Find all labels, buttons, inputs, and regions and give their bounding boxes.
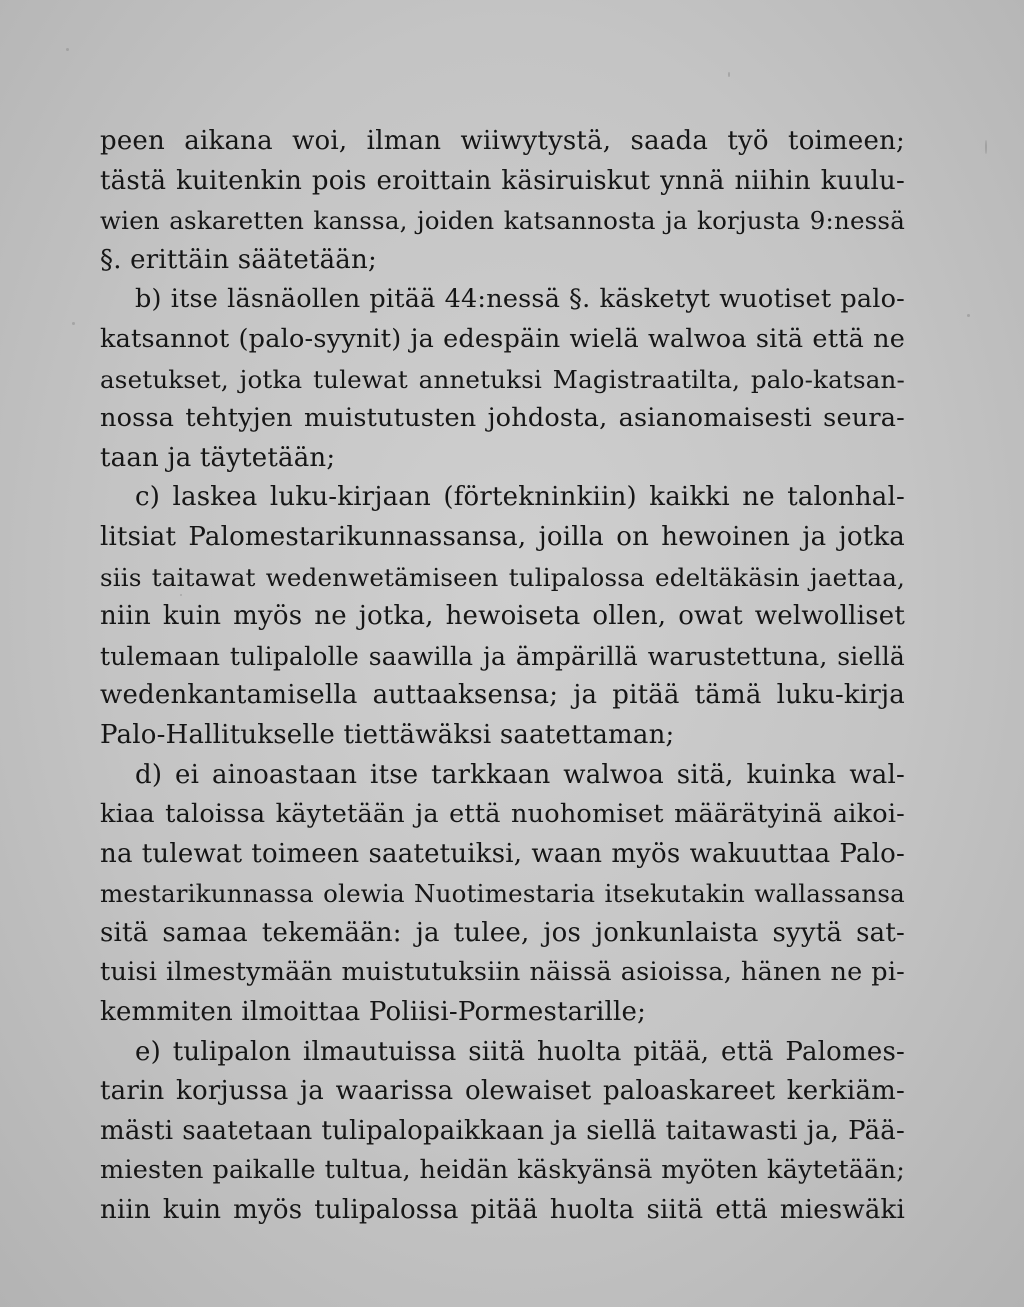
text-line: taan ja täytetään; — [100, 442, 336, 473]
text-line: na tulewat toimeen saatetuiksi, waan myös wakuuttaa Palo- — [100, 838, 905, 869]
text-line: peen aikana woi, ilman wiiwytystä, saada työ toimeen; — [100, 126, 905, 156]
body-text — [100, 122, 905, 1231]
paper-speck — [66, 48, 69, 51]
paper-speck — [728, 72, 730, 77]
paper-speck — [72, 322, 75, 325]
text-line: §. erittäin säätetään; — [100, 244, 377, 275]
text-line: tarin korjussa ja waarissa olewaiset paloaskareet kerkiäm- — [100, 1076, 905, 1107]
text-line: litsiat Palomestarikunnassansa, joilla on hewoinen ja jotka — [100, 521, 905, 552]
text-line: siis taitawat wedenwetämiseen tulipalossa edeltäkäsin jaettaa, — [100, 562, 905, 592]
paragraph-e-start: e) tulipalon ilmautuissa siitä huolta pitää, että Palomes- — [135, 1036, 905, 1067]
text-line: mestarikunnassa olewia Nuotimestaria itsekutakin wallassansa — [100, 879, 905, 909]
text-line: miesten paikalle tultua, heidän käskyänsä myöten käytetään; — [100, 1155, 905, 1186]
text-line: wedenkantamisella auttaaksensa; ja pitää tämä luku-kirja — [100, 680, 905, 711]
text-line: nossa tehtyjen muistutusten johdosta, asianomaisesti seura- — [100, 403, 905, 434]
text-line: asetukset, jotka tulewat annetuksi Magistraatilta, palo-katsan- — [100, 364, 905, 394]
text-line: sitä samaa tekemään: ja tulee, jos jonkunlaista syytä sat- — [100, 917, 905, 948]
text-line: mästi saatetaan tulipalopaikkaan ja siellä taitawasti ja, Pää- — [100, 1115, 905, 1146]
text-line: tästä kuitenkin pois eroittain käsiruiskut ynnä niihin kuulu- — [100, 165, 905, 196]
text-line: kiaa taloissa käytetään ja että nuohomiset määrätyinä aikoi- — [100, 799, 905, 830]
text-line: Palo-Hallitukselle tiettäwäksi saatettaman; — [100, 719, 675, 750]
paragraph-d-start: d) ei ainoastaan itse tarkkaan walwoa sitä, kuinka wal- — [135, 759, 905, 790]
paper-speck — [967, 314, 970, 317]
text-line: niin kuin myös tulipalossa pitää huolta siitä että mieswäki — [100, 1195, 905, 1226]
paper-speck — [985, 140, 987, 154]
text-line: niin kuin myös ne jotka, hewoiseta ollen, owat welwolliset — [100, 601, 905, 632]
text-line: wien askaretten kanssa, joiden katsannosta ja korjusta 9:nessä — [100, 206, 905, 236]
paragraph-c-start: c) laskea luku-kirjaan (förtekninkiin) kaikki ne talonhal- — [135, 482, 905, 513]
text-line: tuisi ilmestymään muistutuksiin näissä asioissa, hänen ne pi- — [100, 957, 905, 988]
paragraph-b-start: b) itse läsnäollen pitää 44:nessä §. käsketyt wuotiset palo- — [135, 284, 905, 315]
text-line: tulemaan tulipalolle saawilla ja ämpärillä warustettuna, siellä — [100, 641, 905, 671]
text-line: katsannot (palo-syynit) ja edespäin wielä walwoa sitä että ne — [100, 323, 905, 354]
text-line: kemmiten ilmoittaa Poliisi-Pormestarille; — [100, 997, 647, 1028]
